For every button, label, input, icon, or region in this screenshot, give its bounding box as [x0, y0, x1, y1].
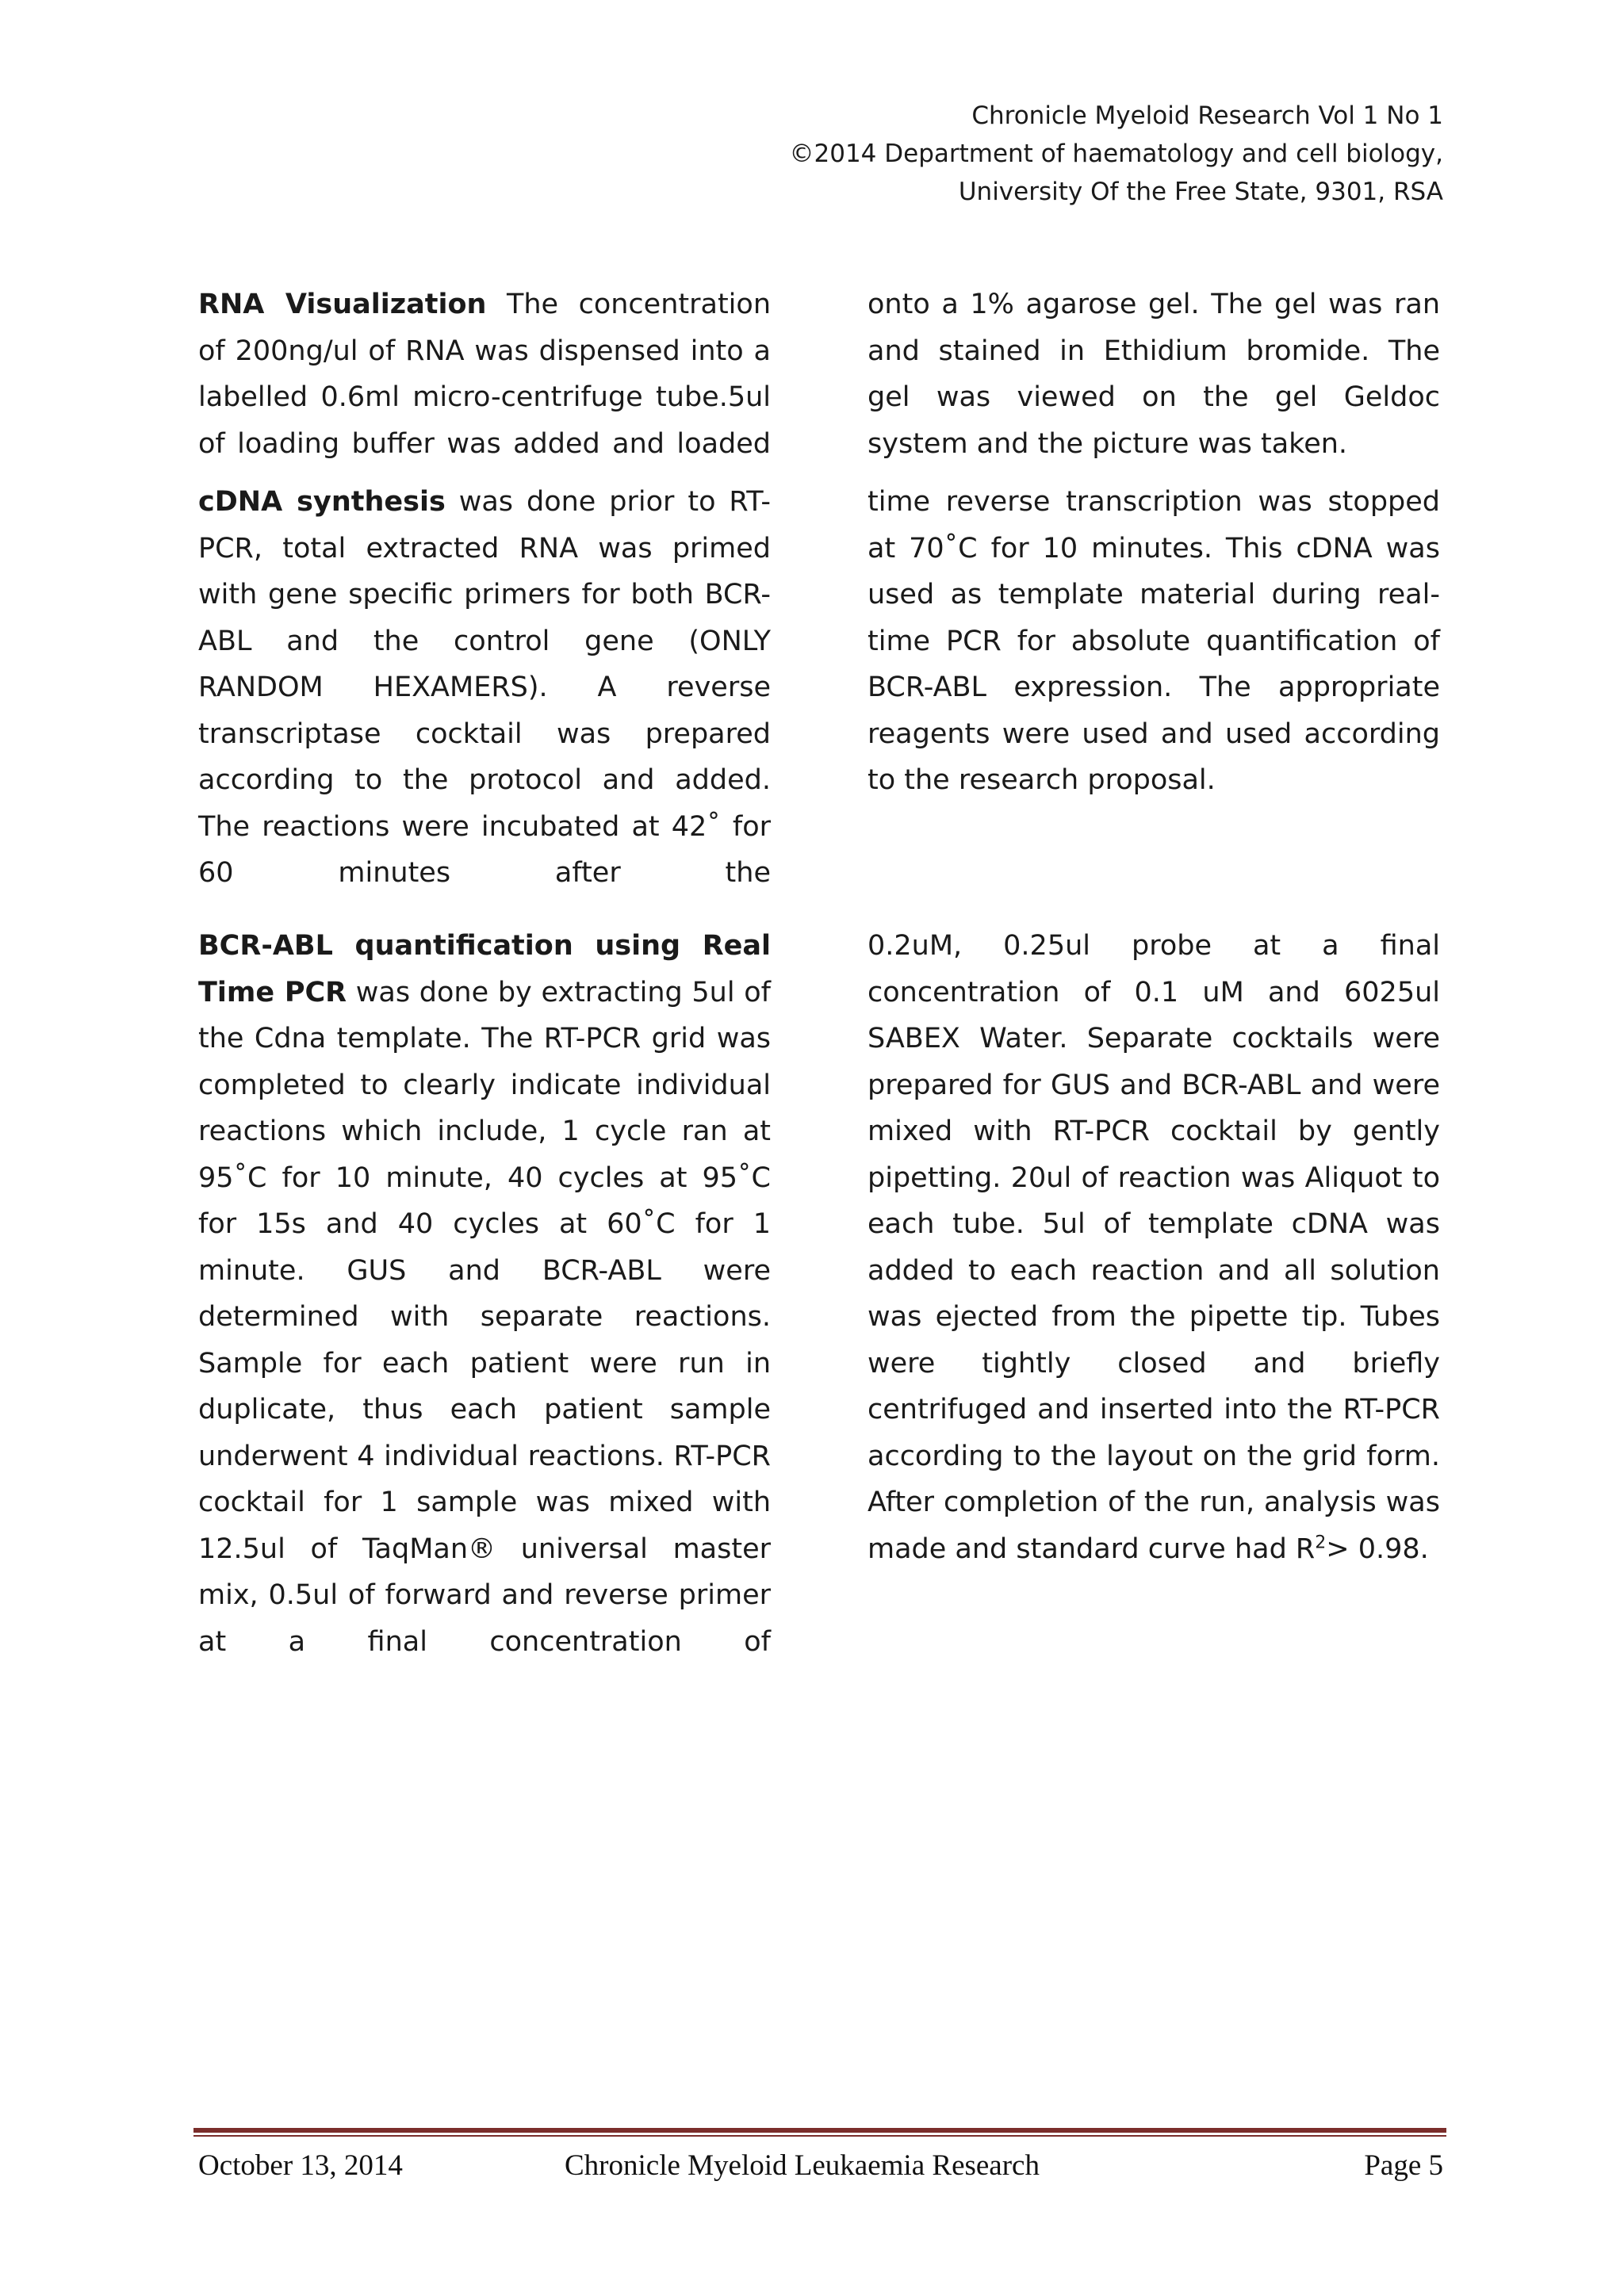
cdna-text-left: was done prior to RT-PCR, total extracted RNA was primed with gene specific primers for both BCR-ABL and the control gene (ONLY RANDOM HEXAMERS). A reverse transcriptase cocktail was prepared according to the protocol and added. The reactions were incubated at 42˚ for 60 minutes after the	[198, 486, 771, 889]
bcr-text-right: 0.2uM, 0.25ul probe at a final concentration of 0.1 uM and 6025ul SABEX Water. Separate cocktails were prepared for GUS and BCR-ABL and were mixed with RT-PCR cocktail by gently pipetting. 20ul of reaction was Aliquot to each tube. 5ul of template cDNA was added to each reaction and all solution was ejected from the pipette tip. Tubes were tightly closed and briefly centrifuged and inserted into the RT-PCR according to the layout on the grid form. After completion of the run, analysis was made and standard curve had R	[868, 930, 1440, 1565]
bcr-text-left: was done by extracting 5ul of the Cdna template. The RT-PCR grid was completed to clearly indicate individual reactions which include, 1 cycle ran at 95˚C for 10 minute, 40 cycles at 95˚C for 15s and 40 cycles at 60˚C for 1 minute. GUS and BCR-ABL were determined with separate reactions. Sample for each patient were run in duplicate, thus each patient sample underwent 4 individual reactions. RT-PCR cocktail for 1 sample was mixed with 12.5ul of TaqMan® universal master mix, 0.5ul of forward and reverse primer at a final concentration of	[198, 976, 772, 1658]
bcr-paragraph-left	[198, 923, 771, 1665]
bcr-right-column	[868, 923, 1440, 1572]
rna-heading: RNA Visualization	[198, 289, 487, 320]
cdna-heading: cDNA synthesis	[198, 486, 446, 518]
cdna-right-column	[868, 479, 1440, 804]
cdna-left-column	[198, 479, 771, 897]
bcr-text-right-end: > 0.98.	[1326, 1533, 1429, 1565]
footer-rule-thin	[193, 2135, 1446, 2137]
r-squared-superscript: 2	[1315, 1532, 1327, 1552]
bcr-paragraph-right	[868, 923, 1440, 1572]
cdna-paragraph-left	[198, 479, 771, 897]
bcr-heading: BCR-ABL quantification using Real Time PCR	[198, 930, 771, 1008]
footer-title: Chronicle Myeloid Leukaemia Research	[565, 2149, 1040, 2182]
cdna-paragraph-right: time reverse transcription was stopped at 70˚C for 10 minutes. This cDNA was used as template material during real-time PCR for absolute quantification of BCR-ABL expression. The appropriate reagents were used and used according to the research proposal.	[868, 486, 1440, 796]
page-number: Page 5	[1364, 2149, 1443, 2182]
rna-left-column	[198, 281, 771, 467]
footer-rule-thick	[193, 2128, 1446, 2133]
rna-text-left: The concentration of 200ng/ul of RNA was dispensed into a labelled 0.6ml micro-centrifuge tube.5ul of loading buffer was added and loaded	[198, 289, 771, 460]
rna-right-column	[868, 281, 1440, 467]
running-footer	[198, 2149, 1443, 2187]
bcr-left-column	[198, 923, 771, 1665]
rna-paragraph-right: onto a 1% agarose gel. The gel was ran and stained in Ethidium bromide. The gel was viewed on the gel Geldoc system and the picture was taken.	[868, 289, 1440, 460]
copyright-line: ©2014 Department of haematology and cell biology,	[789, 140, 1443, 168]
running-header	[730, 97, 1443, 211]
footer-date: October 13, 2014	[198, 2149, 403, 2182]
institution-line: University Of the Free State, 9301, RSA	[958, 178, 1443, 206]
journal-title: Chronicle Myeloid Research Vol 1 No 1	[971, 101, 1443, 130]
rna-paragraph-left	[198, 281, 771, 467]
